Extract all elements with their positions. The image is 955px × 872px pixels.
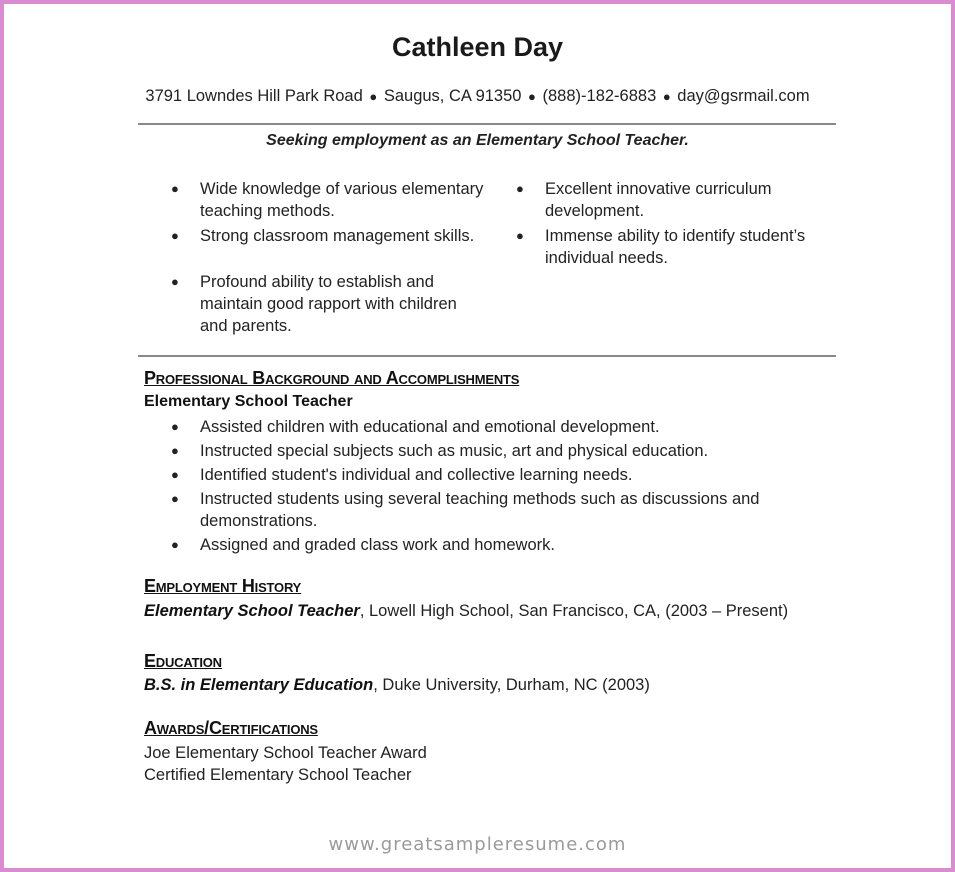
- skill-text: Immense ability to identify student’s individual needs.: [545, 227, 806, 267]
- section-heading-employment: Employment History: [144, 576, 302, 596]
- bullet-icon: ●: [171, 491, 179, 506]
- duty-text: Assigned and graded class work and homework.: [200, 536, 555, 554]
- duty-text: Assisted children with educational and emotional development.: [200, 418, 660, 436]
- bullet-icon: ●: [516, 181, 524, 196]
- list-item: [516, 225, 836, 269]
- bullet-icon: ●: [171, 443, 179, 458]
- list-item: [171, 271, 486, 337]
- section-heading-professional: Professional Background and Accomplishments: [144, 368, 520, 388]
- contact-line: [4, 87, 951, 106]
- skill-text: Profound ability to establish and maintain good rapport with children and parents.: [200, 273, 457, 335]
- skill-text: Wide knowledge of various elementary teaching methods.: [200, 180, 484, 220]
- duty-text: Instructed students using several teaching methods such as discussions and demonstrations.: [200, 490, 760, 530]
- objective: Seeking employment as an Elementary School Teacher.: [266, 132, 689, 149]
- list-item: [171, 464, 811, 486]
- skills-list-left: [171, 178, 486, 337]
- list-item: [171, 225, 486, 247]
- candidate-name: Cathleen Day: [391, 32, 564, 62]
- list-item: [171, 178, 486, 222]
- city: Saugus, CA 91350: [383, 87, 522, 105]
- list-item: [171, 488, 811, 532]
- separator-dot: ●: [662, 89, 671, 104]
- award-item: Joe Elementary School Teacher Award: [144, 744, 427, 762]
- education-entry: [144, 676, 650, 695]
- email: day@gsrmail.com: [677, 87, 810, 105]
- separator-dot: ●: [369, 89, 378, 104]
- duty-text: Identified student's individual and collective learning needs.: [200, 466, 633, 484]
- job-title: Elementary School Teacher: [144, 393, 353, 410]
- duty-text: Instructed special subjects such as music, art and physical education.: [200, 442, 709, 460]
- section-heading-education: Education: [144, 651, 222, 671]
- section-heading-awards: Awards/Certifications: [144, 718, 318, 738]
- divider-middle: [138, 355, 836, 357]
- watermark: www.greatsampleresume.com: [328, 834, 627, 855]
- list-item: [171, 416, 811, 438]
- employment-role: Elementary School Teacher: [144, 602, 360, 620]
- employment-details: , Lowell High School, San Francisco, CA, (2003 – Present): [359, 602, 789, 620]
- separator-dot: ●: [528, 89, 536, 104]
- education-degree: B.S. in Elementary Education: [144, 676, 374, 694]
- address: 3791 Lowndes Hill Park Road: [145, 87, 363, 105]
- phone: (888)-182-6883: [542, 87, 657, 105]
- skill-text: Excellent innovative curriculum development.: [545, 180, 772, 220]
- bullet-icon: ●: [171, 274, 179, 289]
- education-details: , Duke University, Durham, NC (2003): [373, 676, 650, 694]
- bullet-icon: ●: [516, 228, 524, 243]
- divider-top: [138, 123, 836, 125]
- award-item: Certified Elementary School Teacher: [144, 766, 412, 784]
- list-item: [171, 440, 811, 462]
- duties-list: [171, 416, 811, 556]
- bullet-icon: ●: [171, 467, 179, 482]
- bullet-icon: ●: [171, 181, 179, 196]
- employment-entry: [144, 602, 788, 621]
- list-item: [171, 534, 811, 556]
- bullet-icon: ●: [171, 228, 179, 243]
- bullet-icon: ●: [171, 419, 179, 434]
- skills-list-right: [516, 178, 836, 269]
- bullet-icon: ●: [171, 537, 179, 552]
- skill-text: Strong classroom management skills.: [200, 227, 475, 245]
- list-item: [516, 178, 836, 222]
